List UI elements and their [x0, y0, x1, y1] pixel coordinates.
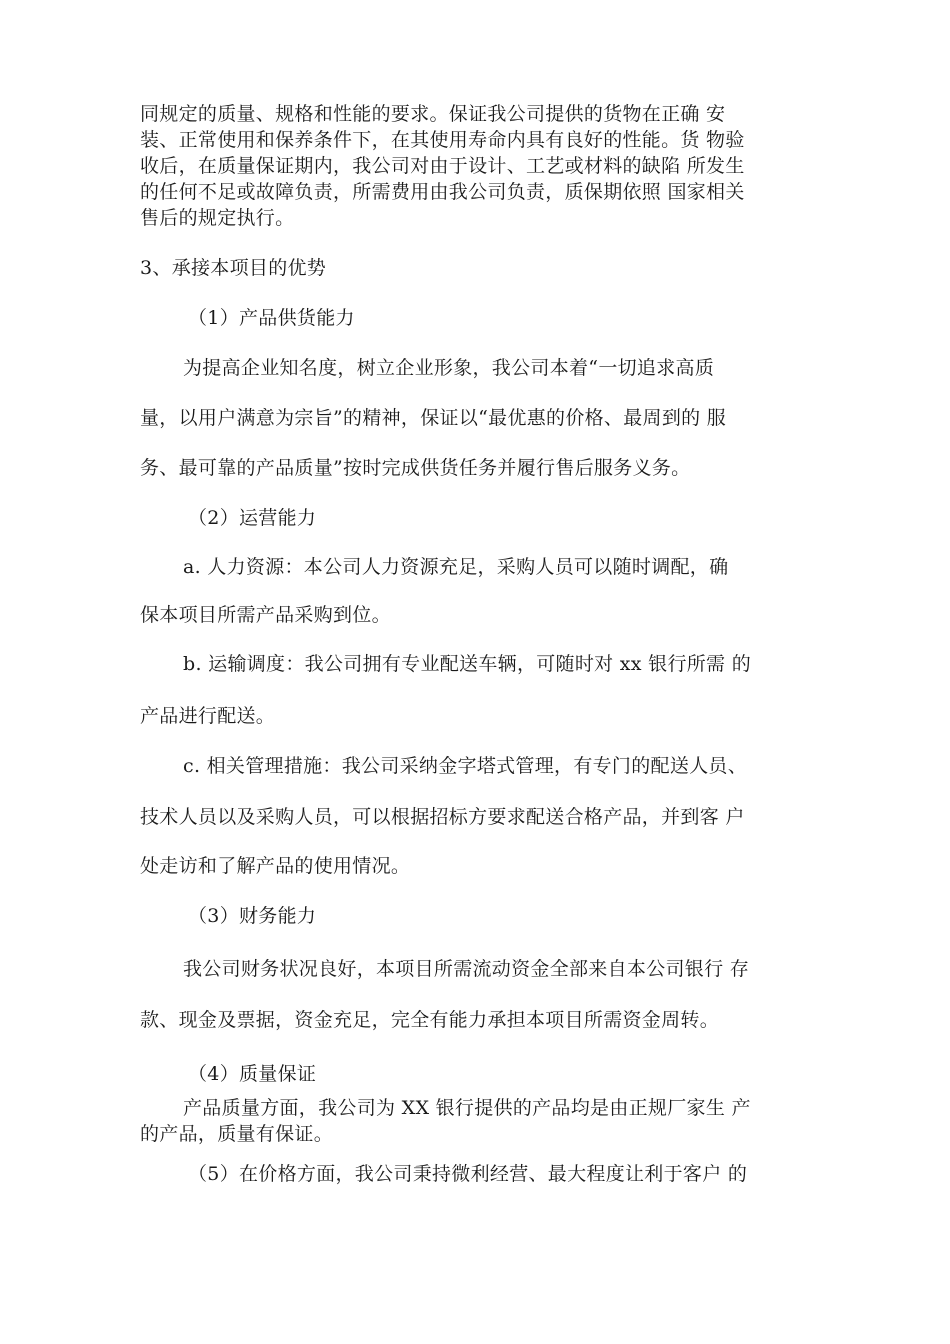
paragraph-line: 售后的规定执行。	[140, 207, 295, 229]
subsection-heading: （4）质量保证	[188, 1063, 317, 1085]
paragraph-line: 款、现金及票据，资金充足，完全有能力承担本项目所需资金周转。	[140, 1009, 720, 1031]
paragraph-line: 产品质量方面，我公司为 XX 银行提供的产品均是由正规厂家生 产	[183, 1097, 751, 1119]
paragraph-line: 装、正常使用和保养条件下，在其使用寿命内具有良好的性能。货 物验	[140, 129, 745, 151]
paragraph-line: 技术人员以及采购人员，可以根据招标方要求配送合格产品，并到客 户	[140, 806, 745, 828]
paragraph-line: 我公司财务状况良好，本项目所需流动资金全部来自本公司银行 存	[183, 958, 750, 980]
paragraph-line: 保本项目所需产品采购到位。	[140, 604, 391, 626]
paragraph-line: 收后，在质量保证期内，我公司对由于设计、工艺或材料的缺陷 所发生	[140, 155, 745, 177]
paragraph-line: 务、最可靠的产品质量”按时完成供货任务并履行售后服务义务。	[140, 457, 691, 479]
paragraph-line: 产品进行配送。	[140, 705, 276, 727]
paragraph-line: 为提高企业知名度，树立企业形象，我公司本着“一切追求高质	[183, 357, 715, 379]
subsection-heading: （1）产品供货能力	[188, 307, 355, 329]
subsection-heading: （2）运营能力	[188, 507, 317, 529]
paragraph-line: 量，以用户满意为宗旨”的精神，保证以“最优惠的价格、最周到的 服	[140, 407, 727, 429]
subsection-heading: （3）财务能力	[188, 905, 317, 927]
paragraph-line: 的任何不足或故障负责，所需费用由我公司负责，质保期依照 国家相关	[140, 181, 745, 203]
paragraph-line: b. 运输调度：我公司拥有专业配送车辆，可随时对 xx 银行所需 的	[183, 653, 751, 675]
section-heading: 3、承接本项目的优势	[140, 257, 327, 279]
paragraph-line: 同规定的质量、规格和性能的要求。保证我公司提供的货物在正确 安	[140, 103, 726, 125]
paragraph-line: （5）在价格方面，我公司秉持微利经营、最大程度让利于客户 的	[188, 1163, 748, 1185]
paragraph-line: a. 人力资源：本公司人力资源充足，采购人员可以随时调配，确	[183, 556, 729, 578]
paragraph-line: 的产品，质量有保证。	[140, 1123, 334, 1145]
paragraph-line: c. 相关管理措施：我公司采纳金字塔式管理，有专门的配送人员、	[183, 755, 748, 777]
paragraph-line: 处走访和了解产品的使用情况。	[140, 855, 411, 877]
